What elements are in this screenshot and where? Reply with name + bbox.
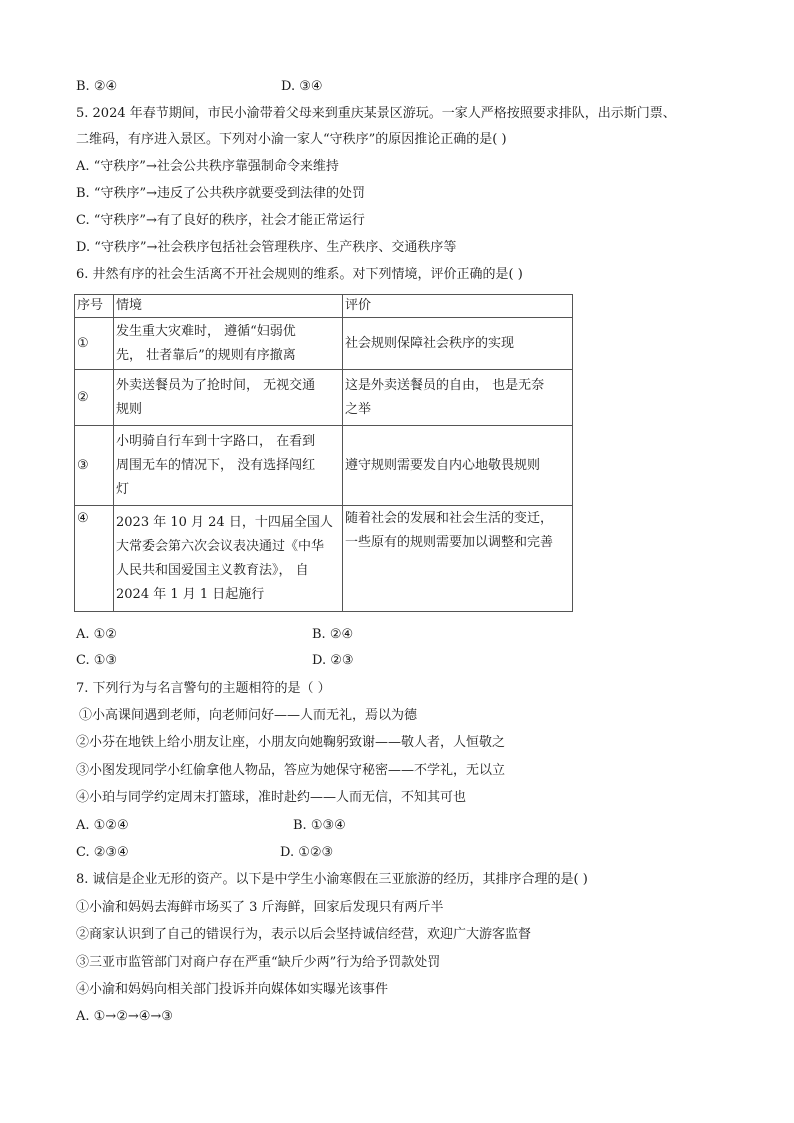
table-row (75, 506, 573, 612)
scene-line: 周围无车的情况下， 没有选择闯红 (116, 457, 316, 473)
q6-table (74, 294, 573, 612)
table-row (75, 318, 573, 370)
header-scene: 情境 (114, 295, 343, 318)
row-number: ① (75, 318, 114, 370)
q5-option-a: A. “守秩序”→社会公共秩序靠强制命令来维持 (76, 159, 339, 174)
q8-option-a: A. ①→②→④→③ (76, 1009, 173, 1024)
q5-stem-line-2: 二维码，有序进入景区。下列对小渝一家人“守秩序”的原因推论正确的是( ) (76, 132, 507, 147)
option-d: D. ③④ (281, 79, 323, 94)
option-b: B. ②④ (76, 79, 118, 94)
evaluation-line: 一些原有的规则需要加以调整和完善 (345, 535, 554, 550)
row-evaluation (343, 370, 573, 426)
row-number: ② (75, 370, 114, 426)
q7-stem: 7. 下列行为与名言警句的主题相符的是（ ） (76, 681, 331, 696)
evaluation-line: 之举 (345, 401, 372, 417)
row-scene (114, 426, 343, 506)
q7-item-2: ②小芬在地铁上给小朋友让座，小朋友向她鞠躬致谢——敬人者，人恒敬之 (76, 735, 506, 750)
scene-line: 外卖送餐员为了抢时间， 无视交通 (116, 377, 316, 393)
q7-item-3: ③小图发现同学小红偷拿他人物品，答应为她保守秘密——不学礼，无以立 (76, 763, 506, 778)
scene-line: 人民共和国爱国主义教育法》， 自 (116, 562, 309, 578)
scene-line: 小明骑自行车到十字路口， 在看到 (116, 433, 316, 449)
table-header-row (75, 295, 573, 318)
scene-line: 规则 (116, 401, 143, 417)
evaluation-line: 这是外卖送餐员的自由， 也是无奈 (345, 377, 545, 393)
q7-item-4: ④小珀与同学约定周末打篮球，准时赴约——人而无信，不知其可也 (76, 790, 467, 805)
scene-line: 大常委会第六次会议表决通过《中华 (116, 538, 325, 554)
q6-stem: 6. 井然有序的社会生活离不开社会规则的维系。对下列情境，评价正确的是( ) (76, 267, 523, 282)
q8-item-1: ①小渝和妈妈去海鲜市场买了 3 斤海鲜，回家后发现只有两斤半 (76, 900, 444, 915)
option-a: A. ①②④ (76, 818, 129, 833)
row-scene (114, 370, 343, 426)
q8-item-4: ④小渝和妈妈向相关部门投诉并向媒体如实曝光该事件 (76, 982, 389, 997)
table-row (75, 370, 573, 426)
q5-stem-line-1: 5. 2024 年春节期间，市民小渝带着父母来到重庆某景区游玩。一家人严格按照要求排队，出示斯门票、 (76, 106, 676, 121)
option-b: B. ②④ (312, 627, 354, 642)
header-number: 序号 (75, 295, 114, 318)
option-a: A. ①② (76, 627, 117, 642)
option-c: C. ①③ (76, 653, 118, 668)
header-evaluation: 评价 (343, 295, 573, 318)
q8-item-2: ②商家认识到了自己的错误行为，表示以后会坚持诚信经营，欢迎广大游客监督 (76, 927, 532, 942)
q8-item-3: ③三亚市监管部门对商户存在严重“缺斤少两”行为给予罚款处罚 (76, 955, 441, 970)
scene-line: 先， 壮者靠后”的规则有序撤离 (116, 347, 296, 363)
row-number: ④ (75, 506, 114, 612)
option-d: D. ①②③ (280, 845, 334, 860)
row-evaluation (343, 506, 573, 612)
row-evaluation (343, 426, 573, 506)
q5-option-d: D. “守秩序”→社会秩序包括社会管理秩序、生产秩序、交通秩序等 (76, 240, 457, 255)
scene-line: 2024 年 1 月 1 日起施行 (116, 586, 265, 602)
q5-option-c: C. “守秩序”→有了良好的秩序，社会才能正常运行 (76, 213, 365, 228)
table-row (75, 426, 573, 506)
evaluation-line: 随着社会的发展和社会生活的变迁， (345, 511, 554, 526)
evaluation-line: 遵守规则需要发自内心地敬畏规则 (345, 457, 541, 473)
q8-stem: 8. 诚信是企业无形的资产。以下是中学生小渝寒假在三亚旅游的经历，其排序合理的是( ) (76, 872, 588, 887)
option-b: B. ①③④ (293, 818, 346, 833)
row-scene (114, 318, 343, 370)
evaluation-line: 社会规则保障社会秩序的实现 (345, 335, 515, 351)
scene-line: 2023 年 10 月 24 日，十四届全国人 (116, 514, 333, 530)
q7-item-1: ①小高课间遇到老师，向老师问好——人而无礼，焉以为德 (79, 708, 418, 723)
scene-line: 发生重大灾难时， 遵循“妇弱优 (116, 323, 296, 339)
scene-line: 灯 (116, 481, 130, 497)
row-scene (114, 506, 343, 612)
q5-option-b: B. “守秩序”→违反了公共秩序就要受到法律的处罚 (76, 186, 366, 201)
option-c: C. ②③④ (76, 845, 129, 860)
row-number: ③ (75, 426, 114, 506)
row-evaluation (343, 318, 573, 370)
option-d: D. ②③ (312, 653, 354, 668)
